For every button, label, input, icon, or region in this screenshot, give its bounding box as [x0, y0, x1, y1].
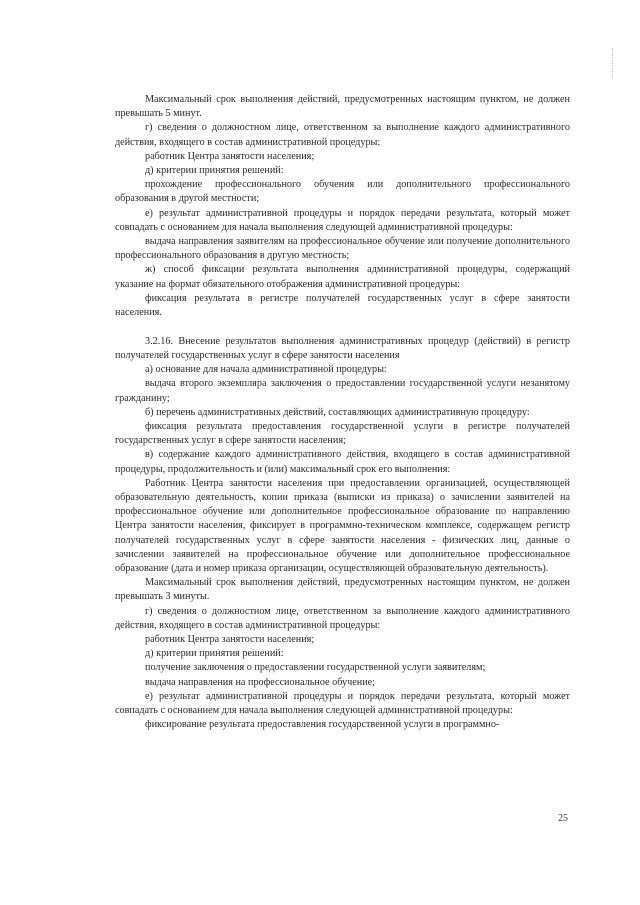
- paragraph: работник Центра занятости населения;: [145, 634, 315, 646]
- paragraph: ж) способ фиксации результата выполнения административной процедуры, содержащий указание на формат обязательного отображения административной процедуры:: [115, 264, 570, 290]
- section-gap: [115, 320, 570, 335]
- paragraph: фиксация результата в регистре получателей государственных услуг в сфере занятости населения.: [115, 292, 570, 319]
- paragraph: Максимальный срок выполнения действий, предусмотренных настоящим пунктом, не должен превышать 5 минут.: [115, 94, 570, 120]
- document-body: [115, 93, 570, 732]
- paragraph: б) перечень административных действий, составляющих административную процедуру:: [145, 406, 530, 418]
- paragraph: в) содержание каждого административного действия, входящего в состав административной процедуры, продолжительность и (или) максимальный срок его выполнения:: [115, 449, 570, 475]
- section-heading: 3.2.16. Внесение результатов выполнения административных процедур (действий) в регистр получателей государственных услуг в сфере занятости населения: [115, 335, 570, 361]
- paragraph: е) результат административной процедуры и порядок передачи результата, который может совпадать с основанием для начала выполнения следующей административной процедуры:: [115, 207, 570, 233]
- paragraph: прохождение профессионального обучения или дополнительного профессионального образования в другой местности;: [115, 179, 570, 205]
- paragraph: д) критерии принятия решений:: [145, 165, 284, 177]
- paragraph: Работник Центра занятости населения при предоставлении организацией, осуществляющей образовательную деятельность, копии приказа (выписки из приказа) о зачислении заявителей на профессиональное обучение или дополнительное профессиональное образование по направлению Центра занятости населения, фиксирует в программно-техническом комплексе, содержащем регистр получателей государственных услуг в сфере занятости населения - физических лиц, данные о зачислении заявителей на профессиональное обучение или дополнительное профессиональное образование (дата и номер приказа организации, осуществляющей образовательную деятельность).: [115, 477, 570, 574]
- page-number: 25: [558, 813, 568, 824]
- paragraph: фиксирование результата предоставления государственной услуги в программно-: [145, 719, 500, 731]
- margin-mark: [612, 48, 614, 78]
- paragraph: Максимальный срок выполнения действий, предусмотренных настоящим пунктом, не должен превышать 3 минуты.: [115, 577, 570, 603]
- paragraph: г) сведения о должностном лице, ответственном за выполнение каждого административного действия, входящего в состав административной процедуры:: [115, 122, 570, 148]
- paragraph: выдача второго экземпляра заключения о предоставлении государственной услуги незанятому гражданину;: [115, 378, 570, 404]
- paragraph: получение заключения о предоставлении государственной услуги заявителям;: [145, 662, 486, 674]
- paragraph: е) результат административной процедуры и порядок передачи результата, который может совпадать с основанием для начала выполнения следующей административной процедуры:: [115, 690, 570, 717]
- paragraph: г) сведения о должностном лице, ответственном за выполнение каждого административного действия, входящего в состав административной процедуры:: [115, 605, 570, 631]
- paragraph: д) критерии принятия решений:: [145, 648, 284, 660]
- paragraph: а) основание для начала административной процедуры:: [145, 364, 387, 376]
- paragraph: фиксация результата предоставления государственной услуги в регистре получателей государственных услуг в сфере занятости населения;: [115, 420, 570, 447]
- paragraph: выдача направления на профессиональное обучение;: [145, 676, 376, 688]
- paragraph: выдача направления заявителям на профессиональное обучение или получение дополнительного профессионального образования в другую местность;: [115, 236, 570, 262]
- paragraph: работник Центра занятости населения;: [145, 150, 315, 162]
